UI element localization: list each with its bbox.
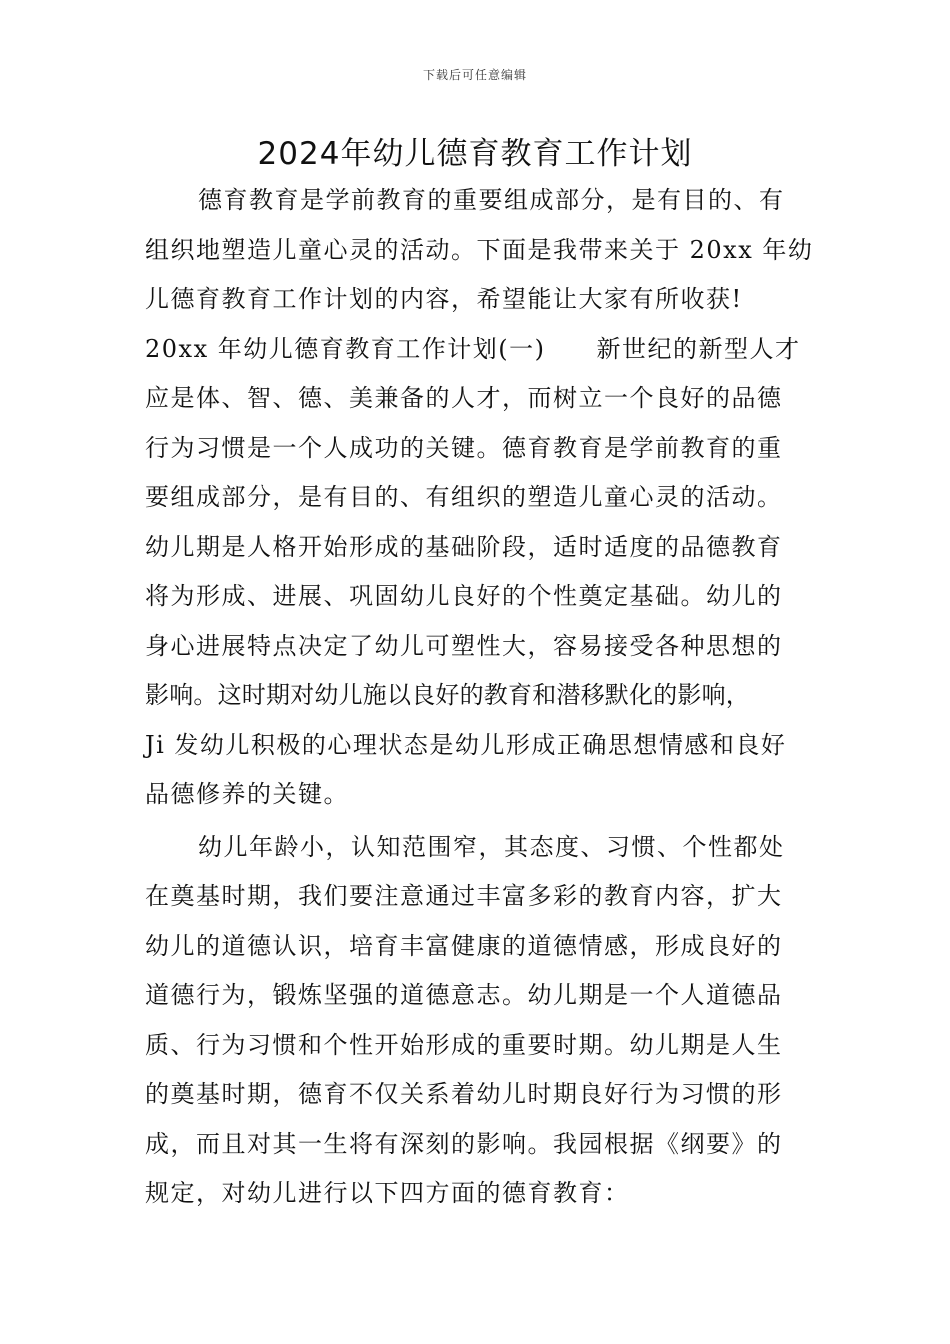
text-line: 在奠基时期，我们要注意通过丰富多彩的教育内容，扩大 [145, 882, 783, 910]
text-line: 品德修养的关键。 [145, 780, 349, 808]
text-line: 成，而且对其一生将有深刻的影响。我园根据《纲要》的 [145, 1129, 783, 1158]
text-line: 幼儿期是人格开始形成的基础阶段，适时适度的品德教育 [145, 532, 783, 561]
text-line: 身心进展特点决定了幼儿可塑性大，容易接受各种思想的 [145, 631, 783, 660]
document-body [145, 176, 835, 1219]
text-line: 质、行为习惯和个性开始形成的重要时期。幼儿期是人生 [145, 1030, 783, 1059]
text-line: 道德行为，锻炼坚强的道德意志。幼儿期是一个人道德品 [145, 981, 783, 1009]
text-line: 的奠基时期，德育不仅关系着幼儿时期良好行为习惯的形 [145, 1080, 783, 1108]
text-line: Ji 发幼儿积极的心理状态是幼儿形成正确思想情感和良好 [145, 730, 787, 759]
text-line: 行为习惯是一个人成功的关键。德育教育是学前教育的重 [145, 433, 783, 462]
text-line: 组织地塑造儿童心灵的活动。下面是我带来关于 20xx 年幼 [145, 235, 814, 264]
text-line: 德育教育是学前教育的重要组成部分，是有目的、有 [198, 186, 785, 214]
header-note: 下载后可任意编辑 [422, 68, 527, 82]
text-line: 要组成部分，是有目的、有组织的塑造儿童心灵的活动。 [145, 483, 783, 511]
text-line: 幼儿年龄小，认知范围窄，其态度、习惯、个性都处 [198, 832, 785, 861]
document-title: 2024年幼儿德育教育工作计划 [257, 136, 693, 172]
text-line: 儿德育教育工作计划的内容，希望能让大家有所收获! [145, 285, 743, 313]
text-line: 影响。这时期对幼儿施以良好的教育和潜移默化的影响， [145, 681, 750, 709]
text-line: 规定，对幼儿进行以下四方面的德育教育： [145, 1179, 630, 1207]
text-line: 应是体、智、德、美兼备的人才，而树立一个良好的品德 [145, 384, 783, 412]
text-line: 20xx 年幼儿德育教育工作计划(一) 新世纪的新型人才 [145, 334, 801, 363]
text-line: 幼儿的道德认识，培育丰富健康的道德情感，形成良好的 [145, 931, 783, 960]
text-line: 将为形成、进展、巩固幼儿良好的个性奠定基础。幼儿的 [145, 582, 783, 610]
